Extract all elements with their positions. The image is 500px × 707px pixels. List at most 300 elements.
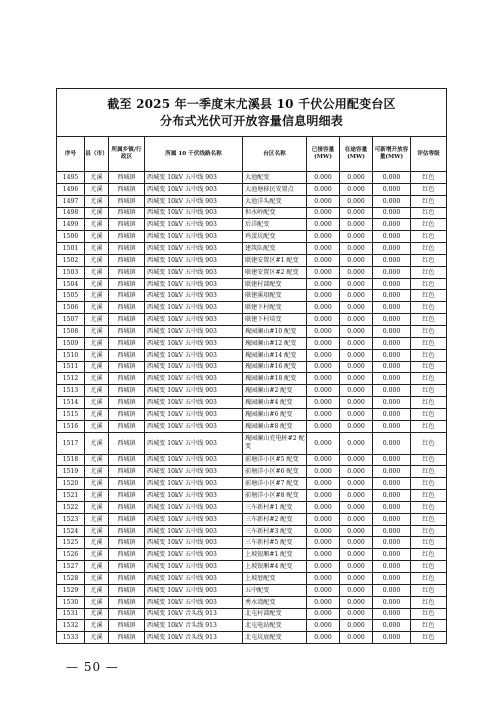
connected-capacity-cell: 0.000	[307, 207, 340, 219]
county-cell: 尤溪	[85, 620, 109, 632]
row-number-cell: 1513	[57, 385, 85, 397]
table-row	[57, 231, 447, 243]
page-number: — 50 —	[66, 660, 119, 674]
available-capacity-cell: 0.000	[373, 243, 411, 255]
pending-capacity-cell: 0.000	[340, 632, 373, 644]
township-cell: 西城镇	[109, 302, 145, 314]
available-capacity-cell: 0.000	[373, 385, 411, 397]
township-cell: 西城镇	[109, 408, 145, 420]
rating-cell: 红色	[411, 207, 447, 219]
connected-capacity-cell: 0.000	[307, 231, 340, 243]
available-capacity-cell: 0.000	[373, 501, 411, 513]
township-cell: 西城镇	[109, 454, 145, 466]
township-cell: 西城镇	[109, 525, 145, 537]
township-cell: 西城镇	[109, 325, 145, 337]
connected-capacity-cell: 0.000	[307, 466, 340, 478]
feeder-line-cell: 西城变 10kV 五中线 903	[145, 266, 243, 278]
station-name-cell: 上坡银厢#1 配变	[243, 549, 307, 561]
county-cell: 尤溪	[85, 501, 109, 513]
county-cell: 尤溪	[85, 278, 109, 290]
feeder-line-cell: 西城变 10kV 五中线 903	[145, 385, 243, 397]
row-number-cell: 1497	[57, 195, 85, 207]
connected-capacity-cell: 0.000	[307, 478, 340, 490]
station-name-cell: 瑰园澜山#4 配变	[243, 397, 307, 409]
available-capacity-cell: 0.000	[373, 490, 411, 502]
row-number-cell: 1528	[57, 573, 85, 585]
rating-cell: 红色	[411, 537, 447, 549]
township-cell: 西城镇	[109, 361, 145, 373]
connected-capacity-cell: 0.000	[307, 172, 340, 184]
feeder-line-cell: 西城变 10kV 五中线 903	[145, 337, 243, 349]
pending-capacity-cell: 0.000	[340, 490, 373, 502]
row-number-cell: 1529	[57, 584, 85, 596]
township-cell: 西城镇	[109, 183, 145, 195]
pending-capacity-cell: 0.000	[340, 373, 373, 385]
connected-capacity-cell: 0.000	[307, 525, 340, 537]
connected-capacity-cell: 0.000	[307, 454, 340, 466]
table-row	[57, 172, 447, 184]
table-row	[57, 490, 447, 502]
connected-capacity-cell: 0.000	[307, 183, 340, 195]
feeder-line-cell: 西城变 10kV 五中线 903	[145, 314, 243, 326]
table-row	[57, 243, 447, 255]
table-row	[57, 478, 447, 490]
row-number-cell: 1525	[57, 537, 85, 549]
station-name-cell: 瑰园澜山#16 配变	[243, 361, 307, 373]
station-name-cell: 建筑队配变	[243, 243, 307, 255]
table-row	[57, 620, 447, 632]
station-name-cell: 担水岭配变	[243, 207, 307, 219]
pending-capacity-cell: 0.000	[340, 525, 373, 537]
column-header: 所属 10 千伏线路名称	[145, 137, 243, 172]
table-row	[57, 278, 447, 290]
county-cell: 尤溪	[85, 337, 109, 349]
available-capacity-cell: 0.000	[373, 349, 411, 361]
rating-cell: 红色	[411, 254, 447, 266]
row-number-cell: 1532	[57, 620, 85, 632]
rating-cell: 红色	[411, 513, 447, 525]
table-row	[57, 219, 447, 231]
available-capacity-cell: 0.000	[373, 314, 411, 326]
row-number-cell: 1527	[57, 561, 85, 573]
feeder-line-cell: 西城变 10kV 五中线 903	[145, 207, 243, 219]
table-row	[57, 408, 447, 420]
township-cell: 西城镇	[109, 172, 145, 184]
pending-capacity-cell: 0.000	[340, 219, 373, 231]
feeder-line-cell: 西城变 10kV 五中线 903	[145, 278, 243, 290]
rating-cell: 红色	[411, 325, 447, 337]
connected-capacity-cell: 0.000	[307, 278, 340, 290]
station-name-cell: 瑰园澜山#18 配变	[243, 373, 307, 385]
county-cell: 尤溪	[85, 314, 109, 326]
township-cell: 西城镇	[109, 596, 145, 608]
connected-capacity-cell: 0.000	[307, 573, 340, 585]
pending-capacity-cell: 0.000	[340, 420, 373, 432]
rating-cell: 红色	[411, 302, 447, 314]
township-cell: 西城镇	[109, 573, 145, 585]
rating-cell: 红色	[411, 420, 447, 432]
row-number-cell: 1504	[57, 278, 85, 290]
rating-cell: 红色	[411, 408, 447, 420]
connected-capacity-cell: 0.000	[307, 632, 340, 644]
feeder-line-cell: 西城变 10kV 五中线 903	[145, 172, 243, 184]
rating-cell: 红色	[411, 573, 447, 585]
county-cell: 尤溪	[85, 596, 109, 608]
row-number-cell: 1501	[57, 243, 85, 255]
pending-capacity-cell: 0.000	[340, 561, 373, 573]
county-cell: 尤溪	[85, 207, 109, 219]
row-number-cell: 1519	[57, 466, 85, 478]
capacity-table	[56, 88, 447, 644]
station-name-cell: 三车新村#5 配变	[243, 537, 307, 549]
available-capacity-cell: 0.000	[373, 278, 411, 290]
county-cell: 尤溪	[85, 397, 109, 409]
feeder-line-cell: 西城变 10kV 五中线 903	[145, 231, 243, 243]
title-line-1: 截至 2025 年一季度末尤溪县 10 千伏公用配变台区	[107, 96, 396, 111]
pending-capacity-cell: 0.000	[340, 231, 373, 243]
row-number-cell: 1520	[57, 478, 85, 490]
pending-capacity-cell: 0.000	[340, 302, 373, 314]
feeder-line-cell: 西城变 10kV 五中线 903	[145, 513, 243, 525]
county-cell: 尤溪	[85, 561, 109, 573]
feeder-line-cell: 西城变 10kV 音头线 913	[145, 608, 243, 620]
pending-capacity-cell: 0.000	[340, 549, 373, 561]
county-cell: 尤溪	[85, 632, 109, 644]
table-body	[57, 172, 447, 644]
feeder-line-cell: 西城变 10kV 五中线 903	[145, 454, 243, 466]
available-capacity-cell: 0.000	[373, 337, 411, 349]
township-cell: 西城镇	[109, 290, 145, 302]
available-capacity-cell: 0.000	[373, 584, 411, 596]
rating-cell: 红色	[411, 337, 447, 349]
pending-capacity-cell: 0.000	[340, 266, 373, 278]
station-name-cell: 联建安置区#2 配变	[243, 266, 307, 278]
row-number-cell: 1502	[57, 254, 85, 266]
station-name-cell: 北屯电站配变	[243, 620, 307, 632]
township-cell: 西城镇	[109, 490, 145, 502]
row-number-cell: 1503	[57, 266, 85, 278]
feeder-line-cell: 西城变 10kV 五中线 903	[145, 397, 243, 409]
station-name-cell: 北屯坑底配变	[243, 632, 307, 644]
connected-capacity-cell: 0.000	[307, 490, 340, 502]
table-row	[57, 302, 447, 314]
station-name-cell: 联建下村培变	[243, 314, 307, 326]
available-capacity-cell: 0.000	[373, 207, 411, 219]
connected-capacity-cell: 0.000	[307, 385, 340, 397]
connected-capacity-cell: 0.000	[307, 314, 340, 326]
row-number-cell: 1511	[57, 361, 85, 373]
column-header: 评估等级	[411, 137, 447, 172]
county-cell: 尤溪	[85, 608, 109, 620]
feeder-line-cell: 西城变 10kV 五中线 903	[145, 525, 243, 537]
connected-capacity-cell: 0.000	[307, 373, 340, 385]
table-row	[57, 525, 447, 537]
township-cell: 西城镇	[109, 513, 145, 525]
connected-capacity-cell: 0.000	[307, 408, 340, 420]
county-cell: 尤溪	[85, 432, 109, 454]
pending-capacity-cell: 0.000	[340, 207, 373, 219]
pending-capacity-cell: 0.000	[340, 254, 373, 266]
township-cell: 西城镇	[109, 561, 145, 573]
connected-capacity-cell: 0.000	[307, 608, 340, 620]
county-cell: 尤溪	[85, 454, 109, 466]
rating-cell: 红色	[411, 596, 447, 608]
column-header: 县（市）	[85, 137, 109, 172]
rating-cell: 红色	[411, 608, 447, 620]
station-name-cell: 大池洋头配变	[243, 195, 307, 207]
connected-capacity-cell: 0.000	[307, 361, 340, 373]
available-capacity-cell: 0.000	[373, 596, 411, 608]
table-row	[57, 183, 447, 195]
table-row	[57, 361, 447, 373]
rating-cell: 红色	[411, 454, 447, 466]
county-cell: 尤溪	[85, 254, 109, 266]
county-cell: 尤溪	[85, 290, 109, 302]
county-cell: 尤溪	[85, 373, 109, 385]
station-name-cell: 瑰园澜山充电桩#2 配变	[243, 432, 307, 454]
row-number-cell: 1514	[57, 397, 85, 409]
county-cell: 尤溪	[85, 195, 109, 207]
connected-capacity-cell: 0.000	[307, 302, 340, 314]
connected-capacity-cell: 0.000	[307, 513, 340, 525]
row-number-cell: 1509	[57, 337, 85, 349]
county-cell: 尤溪	[85, 349, 109, 361]
feeder-line-cell: 西城变 10kV 五中线 903	[145, 349, 243, 361]
available-capacity-cell: 0.000	[373, 408, 411, 420]
township-cell: 西城镇	[109, 620, 145, 632]
row-number-cell: 1498	[57, 207, 85, 219]
table-row	[57, 373, 447, 385]
county-cell: 尤溪	[85, 549, 109, 561]
feeder-line-cell: 西城变 10kV 五中线 903	[145, 219, 243, 231]
available-capacity-cell: 0.000	[373, 397, 411, 409]
county-cell: 尤溪	[85, 385, 109, 397]
table-row	[57, 349, 447, 361]
row-number-cell: 1495	[57, 172, 85, 184]
table-row	[57, 537, 447, 549]
rating-cell: 红色	[411, 561, 447, 573]
station-name-cell: 前塘洋小区#8 配变	[243, 490, 307, 502]
title-line-2: 分布式光伏可开放容量信息明细表	[160, 113, 344, 128]
county-cell: 尤溪	[85, 172, 109, 184]
table-row	[57, 573, 447, 585]
county-cell: 尤溪	[85, 361, 109, 373]
table-row	[57, 466, 447, 478]
available-capacity-cell: 0.000	[373, 573, 411, 585]
connected-capacity-cell: 0.000	[307, 561, 340, 573]
rating-cell: 红色	[411, 243, 447, 255]
connected-capacity-cell: 0.000	[307, 195, 340, 207]
table-row	[57, 608, 447, 620]
rating-cell: 红色	[411, 466, 447, 478]
available-capacity-cell: 0.000	[373, 537, 411, 549]
column-header: 序号	[57, 137, 85, 172]
township-cell: 西城镇	[109, 385, 145, 397]
station-name-cell: 前塘洋小区#5 配变	[243, 454, 307, 466]
available-capacity-cell: 0.000	[373, 549, 411, 561]
pending-capacity-cell: 0.000	[340, 478, 373, 490]
township-cell: 西城镇	[109, 632, 145, 644]
township-cell: 西城镇	[109, 195, 145, 207]
table-row	[57, 195, 447, 207]
row-number-cell: 1531	[57, 608, 85, 620]
feeder-line-cell: 西城变 10kV 五中线 903	[145, 561, 243, 573]
feeder-line-cell: 西城变 10kV 五中线 903	[145, 325, 243, 337]
table-row	[57, 596, 447, 608]
station-name-cell: 瑰园澜山#2 配变	[243, 385, 307, 397]
table-row	[57, 207, 447, 219]
township-cell: 西城镇	[109, 373, 145, 385]
available-capacity-cell: 0.000	[373, 302, 411, 314]
available-capacity-cell: 0.000	[373, 420, 411, 432]
connected-capacity-cell: 0.000	[307, 549, 340, 561]
row-number-cell: 1523	[57, 513, 85, 525]
township-cell: 西城镇	[109, 420, 145, 432]
row-number-cell: 1499	[57, 219, 85, 231]
county-cell: 尤溪	[85, 466, 109, 478]
available-capacity-cell: 0.000	[373, 266, 411, 278]
pending-capacity-cell: 0.000	[340, 314, 373, 326]
station-name-cell: 瑰园澜山#14 配变	[243, 349, 307, 361]
rating-cell: 红色	[411, 373, 447, 385]
pending-capacity-cell: 0.000	[340, 397, 373, 409]
row-number-cell: 1533	[57, 632, 85, 644]
row-number-cell: 1505	[57, 290, 85, 302]
connected-capacity-cell: 0.000	[307, 584, 340, 596]
feeder-line-cell: 西城变 10kV 五中线 903	[145, 302, 243, 314]
pending-capacity-cell: 0.000	[340, 432, 373, 454]
township-cell: 西城镇	[109, 501, 145, 513]
station-name-cell: 瑰园澜山#12 配变	[243, 337, 307, 349]
available-capacity-cell: 0.000	[373, 525, 411, 537]
county-cell: 尤溪	[85, 420, 109, 432]
connected-capacity-cell: 0.000	[307, 325, 340, 337]
rating-cell: 红色	[411, 501, 447, 513]
row-number-cell: 1510	[57, 349, 85, 361]
station-name-cell: 鸡蛋坑配变	[243, 231, 307, 243]
feeder-line-cell: 西城变 10kV 五中线 903	[145, 408, 243, 420]
county-cell: 尤溪	[85, 408, 109, 420]
pending-capacity-cell: 0.000	[340, 466, 373, 478]
feeder-line-cell: 西城变 10kV 五中线 903	[145, 290, 243, 302]
township-cell: 西城镇	[109, 231, 145, 243]
township-cell: 西城镇	[109, 584, 145, 596]
feeder-line-cell: 西城变 10kV 五中线 903	[145, 537, 243, 549]
available-capacity-cell: 0.000	[373, 195, 411, 207]
column-header: 所属乡镇/行政区	[109, 137, 145, 172]
rating-cell: 红色	[411, 278, 447, 290]
connected-capacity-cell: 0.000	[307, 243, 340, 255]
available-capacity-cell: 0.000	[373, 172, 411, 184]
pending-capacity-cell: 0.000	[340, 337, 373, 349]
township-cell: 西城镇	[109, 397, 145, 409]
station-name-cell: 联建村部配变	[243, 278, 307, 290]
rating-cell: 红色	[411, 195, 447, 207]
pending-capacity-cell: 0.000	[340, 573, 373, 585]
station-name-cell: 上坡银厢#4 配变	[243, 561, 307, 573]
table-row	[57, 432, 447, 454]
pending-capacity-cell: 0.000	[340, 349, 373, 361]
pending-capacity-cell: 0.000	[340, 620, 373, 632]
available-capacity-cell: 0.000	[373, 561, 411, 573]
row-number-cell: 1507	[57, 314, 85, 326]
rating-cell: 红色	[411, 490, 447, 502]
station-name-cell: 北屯村部配变	[243, 608, 307, 620]
township-cell: 西城镇	[109, 549, 145, 561]
township-cell: 西城镇	[109, 266, 145, 278]
pending-capacity-cell: 0.000	[340, 408, 373, 420]
station-name-cell: 三车新村#3 配变	[243, 525, 307, 537]
connected-capacity-cell: 0.000	[307, 596, 340, 608]
table-row	[57, 266, 447, 278]
available-capacity-cell: 0.000	[373, 219, 411, 231]
row-number-cell: 1515	[57, 408, 85, 420]
rating-cell: 红色	[411, 314, 447, 326]
township-cell: 西城镇	[109, 337, 145, 349]
rating-cell: 红色	[411, 349, 447, 361]
connected-capacity-cell: 0.000	[307, 266, 340, 278]
station-name-cell: 后洋配变	[243, 219, 307, 231]
available-capacity-cell: 0.000	[373, 478, 411, 490]
available-capacity-cell: 0.000	[373, 513, 411, 525]
table-row	[57, 584, 447, 596]
feeder-line-cell: 西城变 10kV 五中线 903	[145, 573, 243, 585]
township-cell: 西城镇	[109, 432, 145, 454]
county-cell: 尤溪	[85, 302, 109, 314]
county-cell: 尤溪	[85, 513, 109, 525]
table-row	[57, 632, 447, 644]
table-row	[57, 513, 447, 525]
pending-capacity-cell: 0.000	[340, 584, 373, 596]
pending-capacity-cell: 0.000	[340, 183, 373, 195]
rating-cell: 红色	[411, 385, 447, 397]
connected-capacity-cell: 0.000	[307, 397, 340, 409]
township-cell: 西城镇	[109, 243, 145, 255]
station-name-cell: 上坡厝配变	[243, 573, 307, 585]
rating-cell: 红色	[411, 231, 447, 243]
station-name-cell: 三车新村#1 配变	[243, 501, 307, 513]
county-cell: 尤溪	[85, 231, 109, 243]
pending-capacity-cell: 0.000	[340, 325, 373, 337]
connected-capacity-cell: 0.000	[307, 432, 340, 454]
pending-capacity-cell: 0.000	[340, 596, 373, 608]
row-number-cell: 1530	[57, 596, 85, 608]
rating-cell: 红色	[411, 219, 447, 231]
available-capacity-cell: 0.000	[373, 325, 411, 337]
rating-cell: 红色	[411, 266, 447, 278]
connected-capacity-cell: 0.000	[307, 290, 340, 302]
county-cell: 尤溪	[85, 478, 109, 490]
column-header: 可新增开放容量(MW)	[373, 137, 411, 172]
feeder-line-cell: 西城变 10kV 五中线 903	[145, 420, 243, 432]
station-name-cell: 瑰园澜山#8 配变	[243, 420, 307, 432]
available-capacity-cell: 0.000	[373, 466, 411, 478]
station-name-cell: 大池塘移民安置点	[243, 183, 307, 195]
pending-capacity-cell: 0.000	[340, 385, 373, 397]
column-header: 台区名称	[243, 137, 307, 172]
county-cell: 尤溪	[85, 537, 109, 549]
connected-capacity-cell: 0.000	[307, 254, 340, 266]
township-cell: 西城镇	[109, 608, 145, 620]
township-cell: 西城镇	[109, 278, 145, 290]
table-row	[57, 561, 447, 573]
township-cell: 西城镇	[109, 254, 145, 266]
rating-cell: 红色	[411, 620, 447, 632]
rating-cell: 红色	[411, 432, 447, 454]
column-header: 在途容量(MW)	[340, 137, 373, 172]
row-number-cell: 1500	[57, 231, 85, 243]
township-cell: 西城镇	[109, 219, 145, 231]
